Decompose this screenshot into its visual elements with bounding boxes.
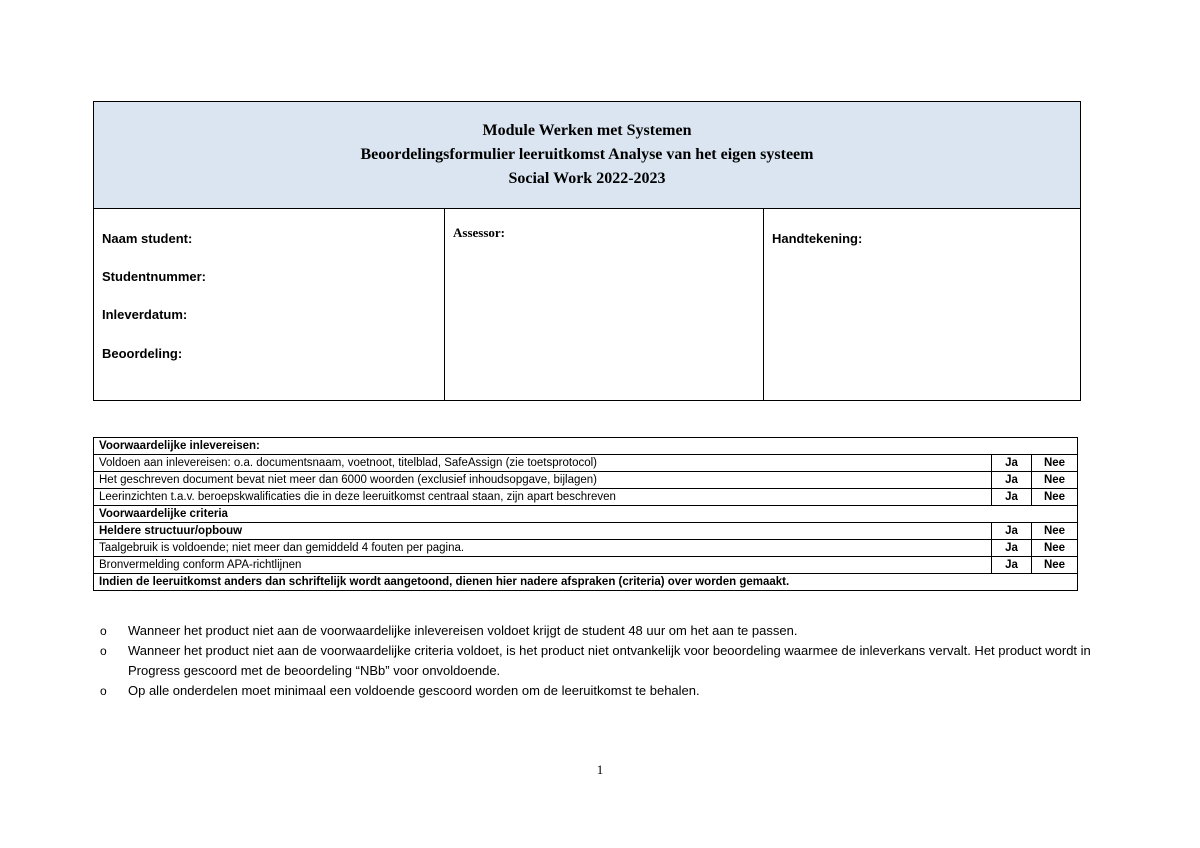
nee-option: Nee [1032, 489, 1078, 506]
form-title-block [94, 102, 1080, 209]
criterion-text: Heldere structuur/opbouw [94, 523, 992, 540]
ja-option: Ja [992, 455, 1032, 472]
table-row [94, 489, 1078, 506]
assessor-cell [445, 209, 764, 401]
note-text: Wanneer het product niet aan de voorwaardelijke inlevereisen voldoet krijgt de student 48 uur om het aan te passen. [128, 623, 798, 638]
ja-option: Ja [992, 557, 1032, 574]
list-item [100, 641, 1100, 681]
naam-student-label: Naam student: [102, 231, 193, 246]
ja-option: Ja [992, 523, 1032, 540]
inlevereisen-heading: Voorwaardelijke inlevereisen: [94, 438, 1078, 455]
table-row [94, 438, 1078, 455]
table-row [94, 540, 1078, 557]
table-row [94, 574, 1078, 591]
note-text: Op alle onderdelen moet minimaal een voldoende gescoord worden om de leeruitkomst te behalen. [128, 683, 700, 698]
signature-cell [764, 209, 1080, 401]
bullet-icon: o [100, 684, 107, 698]
bullet-icon: o [100, 644, 107, 658]
form-header-box [93, 101, 1081, 401]
requirement-text: Het geschreven document bevat niet meer dan 6000 woorden (exclusief inhoudsopgave, bijlagen) [94, 472, 992, 489]
bullet-icon: o [100, 624, 107, 638]
ja-option: Ja [992, 540, 1032, 557]
table-row [94, 472, 1078, 489]
program-year: Social Work 2022-2023 [508, 170, 666, 187]
student-details-cell [94, 209, 445, 401]
requirement-text: Voldoen aan inlevereisen: o.a. documentsnaam, voetnoot, titelblad, SafeAssign (zie toetsprotocol) [94, 455, 992, 472]
nee-option: Nee [1032, 523, 1078, 540]
criterion-text: Bronvermelding conform APA-richtlijnen [94, 557, 992, 574]
student-info-row [94, 209, 1080, 401]
table-row [94, 557, 1078, 574]
form-title: Beoordelingsformulier leeruitkomst Analyse van het eigen systeem [360, 146, 814, 163]
criterion-text: Taalgebruik is voldoende; niet meer dan gemiddeld 4 fouten per pagina. [94, 540, 992, 557]
alternative-assessment-note: Indien de leeruitkomst anders dan schriftelijk wordt aangetoond, dienen hier nadere afspraken (criteria) over worden gemaakt. [94, 574, 1078, 591]
nee-option: Nee [1032, 540, 1078, 557]
notes-list [100, 621, 1100, 701]
nee-option: Nee [1032, 455, 1078, 472]
assessor-label: Assessor: [453, 225, 505, 240]
nee-option: Nee [1032, 557, 1078, 574]
nee-option: Nee [1032, 472, 1078, 489]
inleverdatum-label: Inleverdatum: [102, 307, 188, 322]
page-number: 1 [596, 762, 604, 777]
table-row [94, 523, 1078, 540]
requirement-text: Leerinzichten t.a.v. beroepskwalificaties die in deze leeruitkomst centraal staan, zijn apart beschreven [94, 489, 992, 506]
handtekening-label: Handtekening: [772, 231, 863, 246]
list-item [100, 621, 1100, 641]
requirements-table [93, 437, 1078, 591]
beoordeling-label: Beoordeling: [102, 346, 183, 361]
table-row [94, 455, 1078, 472]
note-text: Wanneer het product niet aan de voorwaardelijke criteria voldoet, is het product niet ontvankelijk voor beoordeling waarmee de inleverkans vervalt. Het product wordt in Progress gescoord met de beoordeling “NBb” voor onvoldoende. [128, 643, 1091, 678]
ja-option: Ja [992, 472, 1032, 489]
criteria-heading: Voorwaardelijke criteria [94, 506, 1078, 523]
module-title: Module Werken met Systemen [482, 122, 692, 139]
list-item [100, 681, 1100, 701]
table-row [94, 506, 1078, 523]
ja-option: Ja [992, 489, 1032, 506]
studentnummer-label: Studentnummer: [102, 269, 206, 284]
